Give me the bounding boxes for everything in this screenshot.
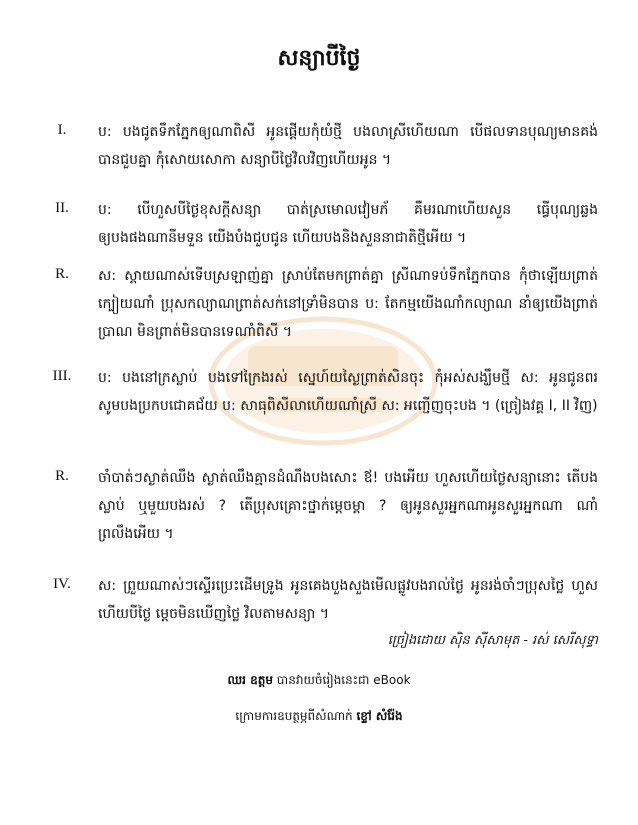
typist-text: បានវាយចំរៀងនេះជា bbox=[276, 673, 370, 687]
singer-credit: ច្រៀងដោយ ស៊ិន ស៊ីសាមុត - រស់ សេរីសុទ្ធា bbox=[387, 633, 598, 648]
page-title: សន្យាបីថ្ងៃ bbox=[277, 45, 361, 71]
verse-number: III. bbox=[52, 368, 72, 384]
verse-text: ស: ស្ដាយណាស់ទើបស្រឡាញ់គ្នា ស្រាប់តែមកព្រាត់គ្នា ស្រីណាទប់ទឹកភ្នែកបាន កុំថាឡើយព្រាត់ក្បៀយណាំ ប្រុសកល្យាណព្រាត់សក់នៅទ្រាំមិនបាន ប: តែកម្មយើងណាំកល្យាណ នាំឲ្យយើងព្រាត់ប្រាណ មិនព្រាត់មិនបានទេណាំពិសី ។ bbox=[98, 268, 598, 340]
sponsor-name: ខ្ទៅ សំរ៉ែង bbox=[356, 709, 403, 723]
verse-number: II. bbox=[55, 200, 69, 216]
ebook-label: eBook bbox=[373, 673, 411, 687]
verse-number: R. bbox=[55, 468, 69, 484]
verse-number: I. bbox=[57, 122, 67, 138]
verse-text: ចាំបាត់ៗស្ងាត់ឈឹង ស្ងាត់ឈឹងគ្មានដំណឹងបងសោះ ឪ! បងអើយ ហួសហើយថ្ងៃសន្យានោះ តើបងស្លាប់ ឬមួយបងរស់ ? តើប្រុសគ្រោះថ្នាក់ម្ដេចម្ដា ? ឲ្យអូនសួរអ្នកណាអូនសួរអ្នកណា ណាំព្រលឹងអើយ ។ bbox=[98, 470, 598, 542]
verse-number: IV. bbox=[53, 576, 71, 592]
verse-text: ប: បងនៅក្រស្លាប់ បងទៅក្រៃងរស់ ស្នេហ៍យស្ងៃព្រាត់សិនចុះ កុំអស់សង្ឃឹមថ្មី ស: អូនជូនពរសូមបងប្រកបជោគជ័យ ប: សាធុពិសីលាហើយណាំស្រី ស: អញ្ជើញចុះបង ។ (ច្រៀងវគ្គ I, II វិញ) bbox=[98, 370, 598, 414]
sponsor-text: ក្រោមការឧបត្ថម្ភពីសំណាក់ bbox=[235, 709, 353, 723]
typist-name: ឈរ ឧត្តម bbox=[227, 673, 273, 687]
verse-text: ប: បងជូតទឹកភ្នែកឲ្យណាពិសី អូនផ្ដើយកុំយំថ្មី បងលាស្រីហើយណា បើផលទានបុណ្យមានគង់បានជួបគ្នា កុំសោយសោកា សន្យាបីថ្ងៃវិលវិញហើយអូន ។ bbox=[98, 124, 598, 168]
sponsor-credit bbox=[0, 708, 638, 726]
verse-text: ប: បើហួសបីថ្ងៃខុសក្ដីសន្យា បាត់ស្រមោលវៀមភ័ គឺមរណាហើយសួន ធ្វើបុណ្យឆ្លងឲ្យបងផងណានីមទួន យើងបំងជួបជូន ហើយបងនិងសួននាជាតិថ្មីអើយ ។ bbox=[98, 202, 598, 246]
verse-number: R. bbox=[55, 266, 69, 282]
verse-text: ស: ព្រួយណាស់ៗស្ទើរប្រេះដើមទ្រូង អូនគេងបួងសួងមើលផ្លូវបងរាល់ថ្ងៃ អូនរង់ចាំៗប្រុសថ្លៃ ហួសហើយបីថ្ងៃ ម្ដេចមិនឃើញថ្លៃ វិលតាមសន្យា ។ bbox=[98, 578, 598, 622]
typist-credit bbox=[0, 672, 638, 690]
